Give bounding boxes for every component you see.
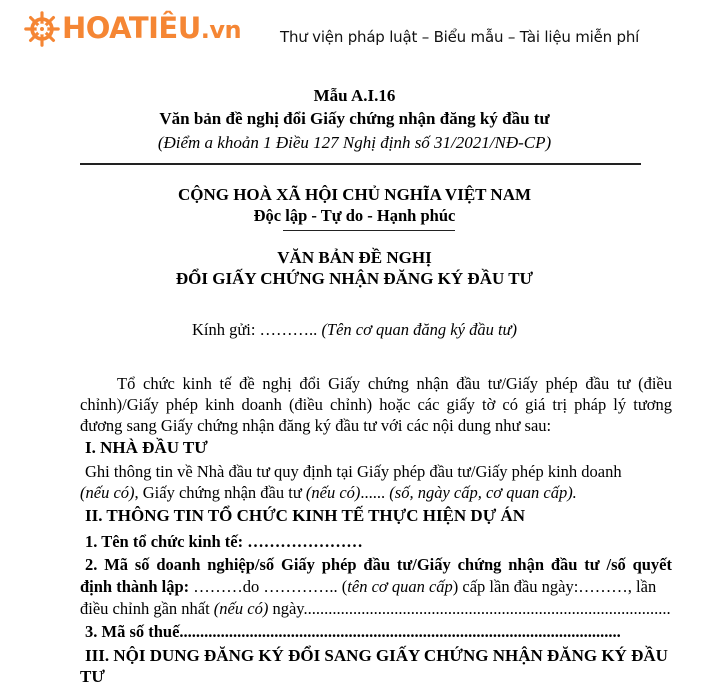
form-code: Mẫu A.I.16 bbox=[313, 86, 396, 105]
section-1-title: I. NHÀ ĐẦU TƯ bbox=[85, 438, 208, 457]
separator-line bbox=[80, 163, 641, 165]
intro-line-2: chỉnh)/Giấy phép kinh doanh (điều chỉnh) hoặc các giấy tờ có giá trị pháp lý tương bbox=[80, 395, 672, 414]
section-3-title-line-2: TƯ bbox=[80, 667, 105, 686]
doc-title-line2: ĐỔI GIẤY CHỨNG NHẬN ĐĂNG KÝ ĐẦU TƯ bbox=[175, 269, 534, 288]
recipient: Kính gửi: ……….. (Tên cơ quan đăng ký đầu tư) bbox=[191, 320, 518, 339]
intro-line-3: đương sang Giấy chứng nhận đăng ký đầu tư với các nội dung như sau: bbox=[80, 416, 552, 435]
site-tagline: Thư viện pháp luật – Biểu mẫu – Tài liệu miễn phí bbox=[280, 28, 640, 46]
motto-underline bbox=[283, 230, 455, 231]
site-logo[interactable] bbox=[24, 10, 241, 48]
section-1-line-2: (nếu có), Giấy chứng nhận đầu tư (nếu có)...... (số, ngày cấp, cơ quan cấp). bbox=[80, 483, 577, 502]
section-3-title-line-1: III. NỘI DUNG ĐĂNG KÝ ĐỔI SANG GIẤY CHỨNG NHẬN ĐĂNG KÝ ĐẦU bbox=[85, 646, 668, 665]
item-1-company-name: 1. Tên tổ chức kinh tế: ………………… bbox=[85, 532, 363, 551]
national-title: CỘNG HOÀ XÃ HỘI CHỦ NGHĨA VIỆT NAM bbox=[177, 185, 532, 204]
item-3-tax-code: 3. Mã số thuế........................................................................................................... bbox=[85, 622, 621, 641]
form-title: Văn bản đề nghị đổi Giấy chứng nhận đăng ký đầu tư bbox=[159, 109, 550, 128]
form-reference: (Điểm a khoản 1 Điều 127 Nghị định số 31/2021/NĐ-CP) bbox=[157, 133, 552, 152]
section-1-line-1: Ghi thông tin về Nhà đầu tư quy định tại Giấy phép đầu tư/Giấy phép kinh doanh bbox=[85, 462, 622, 481]
national-motto: Độc lập - Tự do - Hạnh phúc bbox=[253, 206, 456, 225]
ship-wheel-icon bbox=[24, 11, 60, 47]
item-2-line-3: điều chỉnh gần nhất (nếu có) ngày......................................................................................... bbox=[80, 599, 671, 618]
item-2-line-1: 2. Mã số doanh nghiệp/số Giấy phép đầu tư/Giấy chứng nhận đầu tư /số quyết bbox=[85, 555, 672, 574]
intro-line-1: Tổ chức kinh tế đề nghị đổi Giấy chứng nhận đầu tư/Giấy phép đầu tư (điều bbox=[117, 374, 672, 393]
logo-text: HOATIÊU.vn bbox=[62, 11, 242, 45]
doc-title-line1: VĂN BẢN ĐỀ NGHỊ bbox=[277, 248, 432, 267]
item-2-line-2: định thành lập: ………do ………….. (tên cơ quan cấp) cấp lần đầu ngày:………, lần bbox=[80, 577, 657, 596]
section-2-title: II. THÔNG TIN TỔ CHỨC KINH TẾ THỰC HIỆN DỰ ÁN bbox=[85, 506, 526, 525]
site-header bbox=[0, 0, 709, 70]
